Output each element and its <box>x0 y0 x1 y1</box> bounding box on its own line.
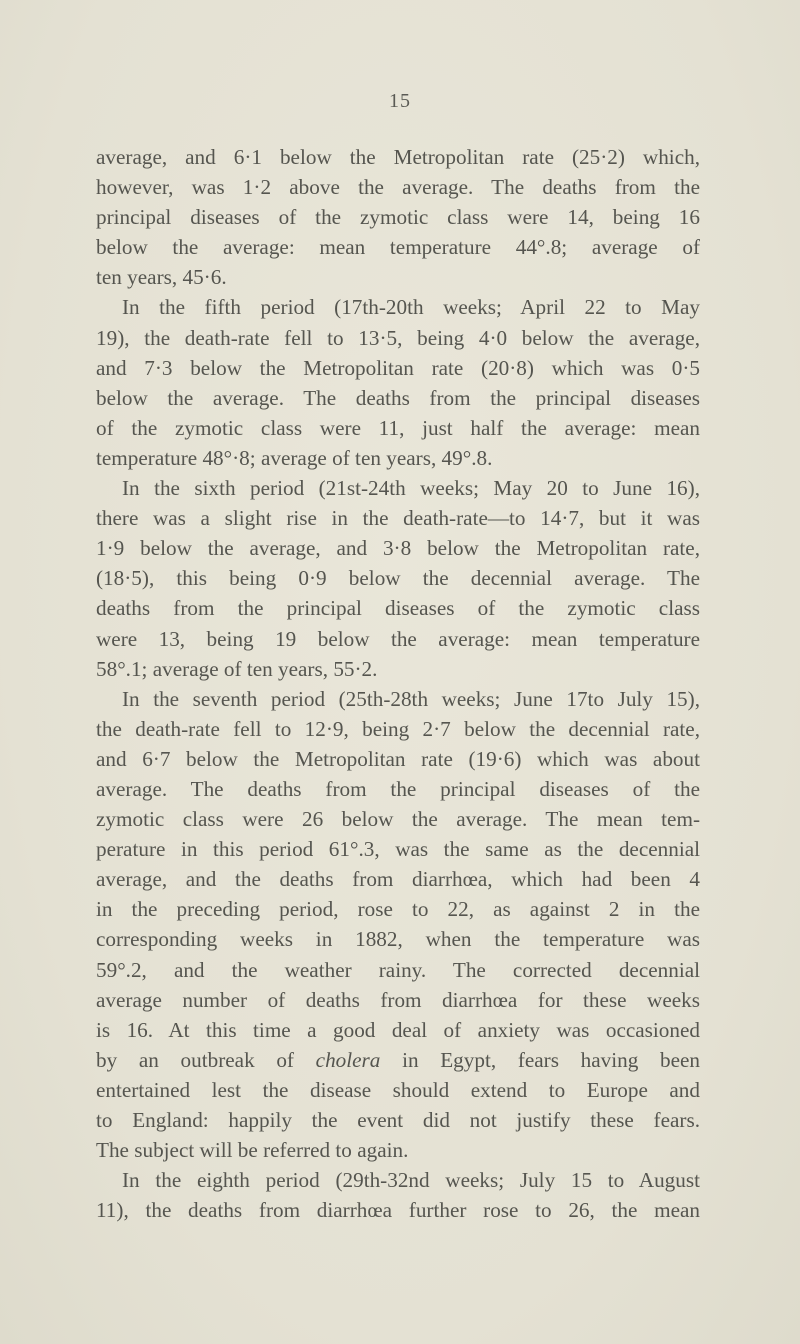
text-line: 58°.1; average of ten years, 55·2. <box>96 656 378 681</box>
text-line: average. The deaths from the principal diseases of the <box>96 776 700 801</box>
text-line: In the eighth period (29th-32nd weeks; July 15 to August <box>122 1168 700 1193</box>
paragraph-seventh-period <box>96 684 700 1166</box>
text-line: (18·5), this being 0·9 below the decennial average. The <box>96 566 700 591</box>
text-line: 11), the deaths from diarrhœa further rose to 26, the mean <box>96 1198 700 1223</box>
text-line: deaths from the principal diseases of the zymotic class <box>96 596 700 621</box>
text-line: however, was 1·2 above the average. The deaths from the <box>96 175 700 200</box>
text-line: below the average: mean temperature 44°.8; average of <box>96 235 700 260</box>
text-line: 1·9 below the average, and 3·8 below the Metropolitan rate, <box>96 536 700 561</box>
text-line: In the seventh period (25th-28th weeks; June 17to July 15), <box>122 686 700 711</box>
text-line: 19), the death-rate fell to 13·5, being 4·0 below the average, <box>96 325 700 350</box>
paragraph-fifth-period <box>96 292 700 473</box>
text-line: The subject will be referred to again. <box>96 1138 409 1163</box>
text-line: entertained lest the disease should extend to Europe and <box>96 1077 700 1102</box>
text-line: and 6·7 below the Metropolitan rate (19·6) which was about <box>96 746 700 771</box>
text-line: In the sixth period (21st-24th weeks; May 20 to June 16), <box>122 476 700 501</box>
text-line: perature in this period 61°.3, was the same as the decennial <box>96 837 700 862</box>
text-line: corresponding weeks in 1882, when the temperature was <box>96 927 700 952</box>
italic-term: cholera <box>315 1047 381 1072</box>
text-line: were 13, being 19 below the average: mean temperature <box>96 626 700 651</box>
text-line: is 16. At this time a good deal of anxiety was occasioned <box>96 1017 700 1042</box>
text-line: and 7·3 below the Metropolitan rate (20·8) which was 0·5 <box>96 355 700 380</box>
text-line: temperature 48°·8; average of ten years, 49°.8. <box>96 445 493 470</box>
text-line: zymotic class were 26 below the average. The mean tem- <box>96 807 700 832</box>
text-line-with-italic: by an outbreak of cholera in Egypt, fears having been <box>96 1047 700 1072</box>
paragraph-continuation <box>96 142 700 292</box>
text-line: 59°.2, and the weather rainy. The corrected decennial <box>96 957 700 982</box>
text-line: In the fifth period (17th-20th weeks; April 22 to May <box>122 295 700 320</box>
text-line: ten years, 45·6. <box>96 265 227 290</box>
body-text <box>96 142 700 1225</box>
text-line: below the average. The deaths from the principal diseases <box>96 385 700 410</box>
text-line: the death-rate fell to 12·9, being 2·7 below the decennial rate, <box>96 716 700 741</box>
text-line: there was a slight rise in the death-rate—to 14·7, but it was <box>96 506 700 531</box>
text-line: to England: happily the event did not justify these fears. <box>96 1108 700 1132</box>
text-line: average, and 6·1 below the Metropolitan rate (25·2) which, <box>96 145 700 169</box>
paragraph-eighth-period <box>96 1165 700 1225</box>
text-line: in the preceding period, rose to 22, as against 2 in the <box>96 897 700 922</box>
text-line: average number of deaths from diarrhœa for these weeks <box>96 987 700 1012</box>
text-line: average, and the deaths from diarrhœa, which had been 4 <box>96 867 700 892</box>
paragraph-sixth-period <box>96 473 700 684</box>
text-line: of the zymotic class were 11, just half the average: mean <box>96 415 700 440</box>
page-number: 15 <box>389 90 411 112</box>
text-line: principal diseases of the zymotic class were 14, being 16 <box>96 205 700 230</box>
